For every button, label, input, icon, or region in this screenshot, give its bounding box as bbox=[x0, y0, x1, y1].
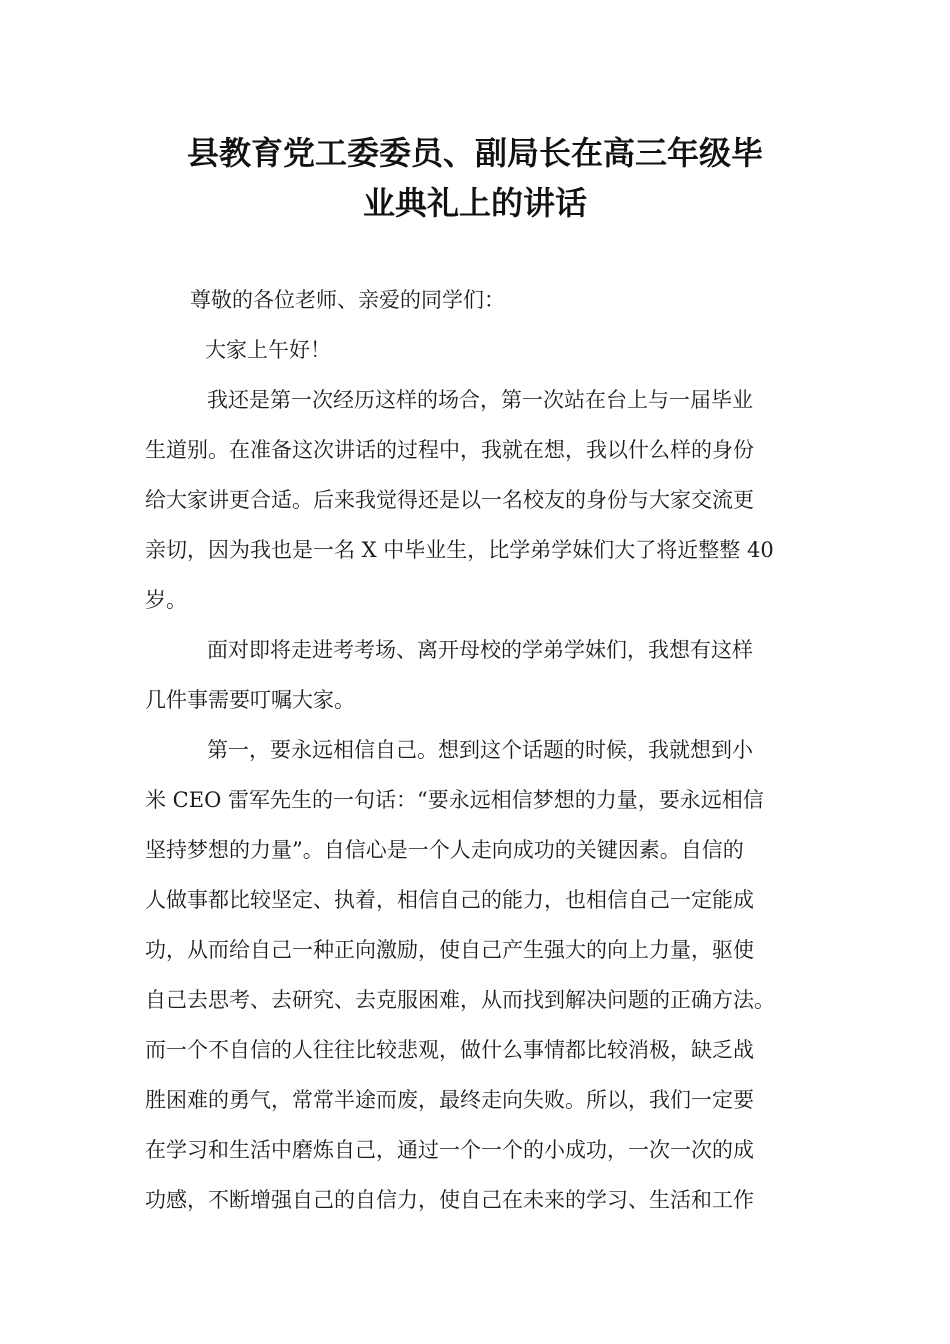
body-line: 亲切，因为我也是一名 X 中毕业生，比学弟学妹们大了将近整整 40 bbox=[145, 538, 774, 562]
body-line: 第一，要永远相信自己。想到这个话题的时候，我就想到小 bbox=[207, 738, 753, 762]
body-line: 在学习和生活中磨炼自己，通过一个一个的小成功，一次一次的成 bbox=[145, 1138, 754, 1162]
body-line: 面对即将走进考考场、离开母校的学弟学妹们，我想有这样 bbox=[207, 638, 753, 662]
page-title bbox=[140, 128, 810, 228]
greeting: 大家上午好！ bbox=[205, 338, 331, 362]
title-line-2: 业典礼上的讲话 bbox=[362, 184, 587, 222]
body-line: 米 CEO 雷军先生的一句话：“要永远相信梦想的力量，要永远相信 bbox=[145, 788, 764, 812]
body-line: 功，从而给自己一种正向激励，使自己产生强大的向上力量，驱使 bbox=[145, 938, 754, 962]
body-line: 生道别。在准备这次讲话的过程中，我就在想，我以什么样的身份 bbox=[145, 438, 754, 462]
body-line: 岁。 bbox=[145, 588, 187, 612]
body-line: 自己去思考、去研究、去克服困难，从而找到解决问题的正确方法。 bbox=[145, 988, 775, 1012]
body-line: 人做事都比较坚定、执着，相信自己的能力，也相信自己一定能成 bbox=[145, 888, 754, 912]
body-line: 功感，不断增强自己的自信力，使自己在未来的学习、生活和工作 bbox=[145, 1188, 754, 1212]
body-line: 坚持梦想的力量”。自信心是一个人走向成功的关键因素。自信的 bbox=[145, 838, 744, 862]
body-line: 胜困难的勇气，常常半途而废，最终走向失败。所以，我们一定要 bbox=[145, 1088, 754, 1112]
salutation: 尊敬的各位老师、亲爱的同学们： bbox=[190, 288, 505, 312]
body-line: 给大家讲更合适。后来我觉得还是以一名校友的身份与大家交流更 bbox=[145, 488, 754, 512]
body-line: 几件事需要叮嘱大家。 bbox=[145, 688, 355, 712]
body-line: 我还是第一次经历这样的场合，第一次站在台上与一届毕业 bbox=[207, 388, 753, 412]
title-line-1: 县教育党工委委员、副局长在高三年级毕 bbox=[186, 134, 763, 172]
body-line: 而一个不自信的人往往比较悲观，做什么事情都比较消极，缺乏战 bbox=[145, 1038, 754, 1062]
